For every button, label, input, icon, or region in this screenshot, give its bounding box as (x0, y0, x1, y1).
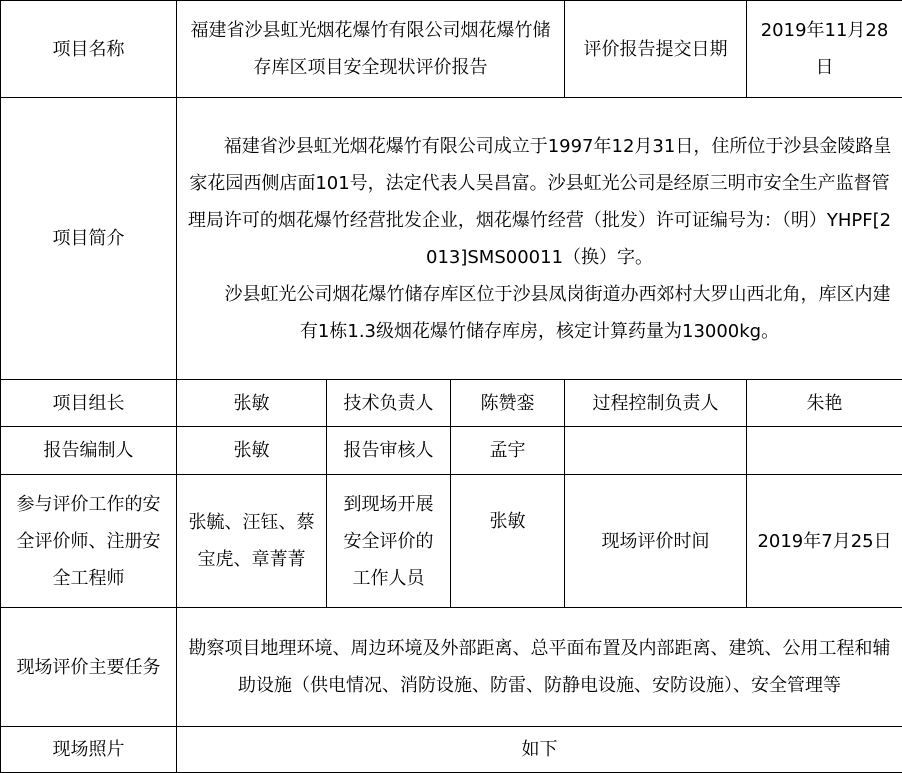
empty-cell (747, 427, 902, 475)
row-tasks (1, 608, 902, 727)
row-photos (1, 727, 902, 773)
process-lead-label: 过程控制负责人 (565, 380, 747, 427)
tech-lead-label: 技术负责人 (327, 380, 451, 427)
onsite-staff-value: 张敏 (451, 475, 565, 608)
intro-content (177, 98, 902, 380)
submit-date-value: 2019年11月28日 (747, 1, 902, 98)
project-name-label: 项目名称 (1, 1, 177, 98)
tech-lead-value: 陈赞銮 (451, 380, 565, 427)
submit-date-label: 评价报告提交日期 (565, 1, 747, 98)
onsite-time-value: 2019年7月25日 (747, 475, 902, 608)
compiler-label: 报告编制人 (1, 427, 177, 475)
process-lead-value: 朱艳 (747, 380, 902, 427)
compiler-value: 张敏 (177, 427, 327, 475)
onsite-time-label: 现场评价时间 (565, 475, 747, 608)
row-evaluators (1, 475, 902, 608)
leader-label: 项目组长 (1, 380, 177, 427)
evaluators-label: 参与评价工作的安全评价师、注册安全工程师 (1, 475, 177, 608)
reviewer-label: 报告审核人 (327, 427, 451, 475)
project-name-value: 福建省沙县虹光烟花爆竹有限公司烟花爆竹储存库区项目安全现状评价报告 (177, 1, 565, 98)
row-project-name (1, 1, 902, 98)
intro-paragraph-1: 福建省沙县虹光烟花爆竹有限公司成立于1997年12月31日，住所位于沙县金陵路皇家花园西侧店面101号，法定代表人吴昌富。沙县虹光公司是经原三明市安全生产监督管理局许可的烟花爆竹经营批发企业，烟花爆竹经营（批发）许可证编号为：（明）YHPF[2013]SMS00011（换）字。 (187, 135, 892, 268)
onsite-staff-label: 到现场开展安全评价的工作人员 (327, 475, 451, 608)
reviewer-value: 孟宇 (451, 427, 565, 475)
empty-cell (565, 427, 747, 475)
intro-label: 项目简介 (1, 98, 177, 380)
photos-value: 如下 (177, 727, 902, 773)
photos-label: 现场照片 (1, 727, 177, 773)
evaluators-value: 张毓、汪钰、蔡宝虎、章菁菁 (177, 475, 327, 608)
row-intro (1, 98, 902, 380)
tasks-label: 现场评价主要任务 (1, 608, 177, 727)
tasks-value: 勘察项目地理环境、周边环境及外部距离、总平面布置及内部距离、建筑、公用工程和辅助设施（供电情况、消防设施、防雷、防静电设施、安防设施）、安全管理等 (177, 608, 902, 727)
leader-value: 张敏 (177, 380, 327, 427)
row-compiler (1, 427, 902, 475)
row-leader (1, 380, 902, 427)
intro-paragraph-2: 沙县虹光公司烟花爆竹储存库区位于沙县凤岗街道办西郊村大罗山西北角，库区内建有1栋1.3级烟花爆竹储存库房，核定计算药量为13000kg。 (224, 283, 891, 342)
